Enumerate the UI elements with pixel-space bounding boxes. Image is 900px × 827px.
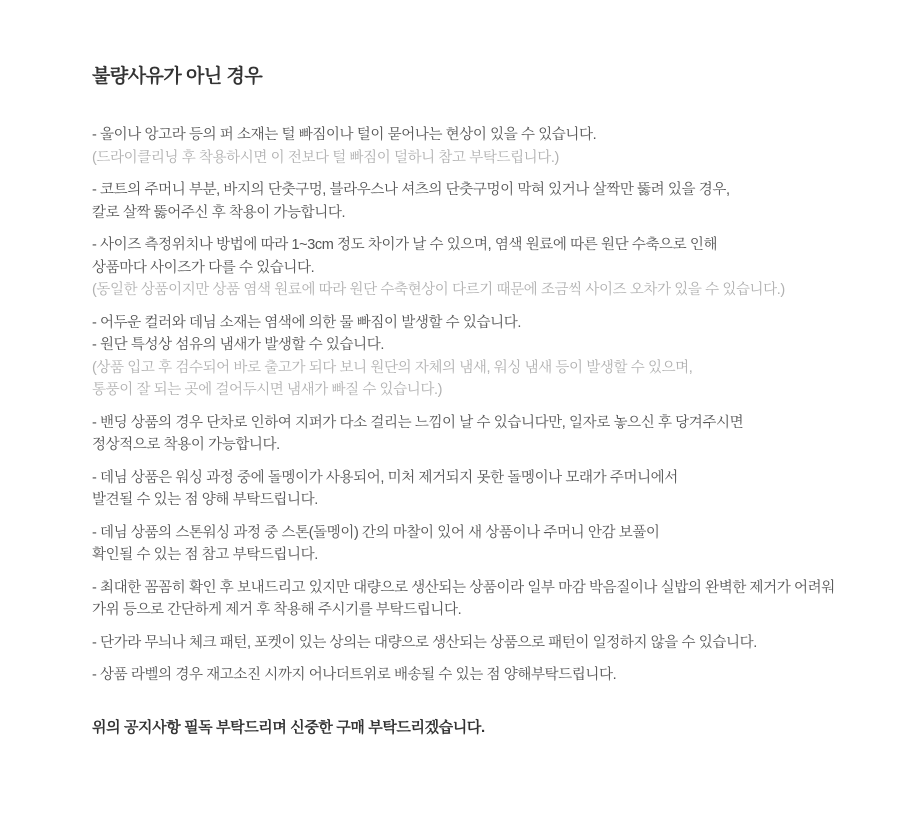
notice-paragraph bbox=[92, 234, 870, 302]
notice-note-line: 통풍이 잘 되는 곳에 걸어두시면 냄새가 빠질 수 있습니다.) bbox=[92, 382, 443, 398]
notice-line: 정상적으로 착용이 가능합니다. bbox=[92, 437, 280, 453]
notice-paragraph bbox=[92, 312, 870, 402]
notice-body bbox=[92, 124, 870, 687]
notice-line: - 상품 라벨의 경우 재고소진 시까지 어나더트위로 배송될 수 있는 점 양해부탁드립니다. bbox=[92, 667, 617, 683]
notice-line: - 원단 특성상 섬유의 냄새가 발생할 수 있습니다. bbox=[92, 337, 384, 353]
notice-line: - 데님 상품은 워싱 과정 중에 돌멩이가 사용되어, 미처 제거되지 못한 돌멩이나 모래가 주머니에서 bbox=[92, 469, 678, 486]
notice-paragraph bbox=[92, 522, 870, 567]
notice-line: - 최대한 꼼꼼히 확인 후 보내드리고 있지만 대량으로 생산되는 상품이라 일부 마감 박음질이나 실밥의 완벽한 제거가 어려워 bbox=[92, 579, 835, 596]
notice-line: - 데님 상품의 스톤워싱 과정 중 스톤(돌멩이) 간의 마찰이 있어 새 상품이나 주머니 안감 보풀이 bbox=[92, 524, 660, 541]
notice-line: 확인될 수 있는 점 참고 부탁드립니다. bbox=[92, 547, 318, 563]
notice-paragraph bbox=[92, 664, 870, 687]
notice-note-line: (상품 입고 후 검수되어 바로 출고가 되다 보니 원단의 자체의 냄새, 워싱 냄새 등이 발생할 수 있으며, bbox=[92, 359, 693, 376]
notice-note-line: (동일한 상품이지만 상품 염색 원료에 따라 원단 수축현상이 다르기 때문에 조금씩 사이즈 오차가 있을 수 있습니다.) bbox=[92, 282, 785, 298]
notice-line: 칼로 살짝 뚫어주신 후 착용이 가능합니다. bbox=[92, 204, 346, 221]
notice-line: - 울이나 앙고라 등의 퍼 소재는 털 빠짐이나 털이 묻어나는 현상이 있을 수 있습니다. bbox=[92, 127, 597, 143]
notice-paragraph bbox=[92, 179, 870, 224]
notice-line: 가위 등으로 간단하게 제거 후 착용해 주시기를 부탁드립니다. bbox=[92, 602, 462, 618]
notice-line: - 단가라 무늬나 체크 패턴, 포켓이 있는 상의는 대량으로 생산되는 상품으로 패턴이 일정하지 않을 수 있습니다. bbox=[92, 634, 757, 651]
notice-paragraph bbox=[92, 577, 870, 622]
notice-paragraph bbox=[92, 632, 870, 655]
notice-line: - 밴딩 상품의 경우 단차로 인하여 지퍼가 다소 걸리는 느낌이 날 수 있습니다만, 일자로 놓으신 후 당겨주시면 bbox=[92, 414, 744, 431]
notice-line: - 사이즈 측정위치나 방법에 따라 1~3cm 정도 차이가 날 수 있으며, 염색 원료에 따른 원단 수축으로 인해 bbox=[92, 237, 718, 253]
notice-paragraph bbox=[92, 467, 870, 512]
notice-paragraph bbox=[92, 124, 870, 169]
notice-line: - 코트의 주머니 부분, 바지의 단춧구멍, 블라우스나 셔츠의 단춧구멍이 막혀 있거나 살짝만 뚫려 있을 경우, bbox=[92, 182, 730, 198]
notice-footer: 위의 공지사항 필독 부탁드리며 신중한 구매 부탁드리겠습니다. bbox=[92, 718, 485, 736]
notice-paragraph bbox=[92, 412, 870, 457]
page-title: 불량사유가 아닌 경우 bbox=[92, 66, 263, 87]
notice-line: 상품마다 사이즈가 다를 수 있습니다. bbox=[92, 259, 315, 276]
notice-line: - 어두운 컬러와 데님 소재는 염색에 의한 물 빠짐이 발생할 수 있습니다. bbox=[92, 314, 521, 331]
notice-note-line: (드라이클리닝 후 착용하시면 이 전보다 털 빠짐이 덜하니 참고 부탁드립니다.) bbox=[92, 149, 559, 166]
notice-line: 발견될 수 있는 점 양해 부탁드립니다. bbox=[92, 492, 318, 508]
